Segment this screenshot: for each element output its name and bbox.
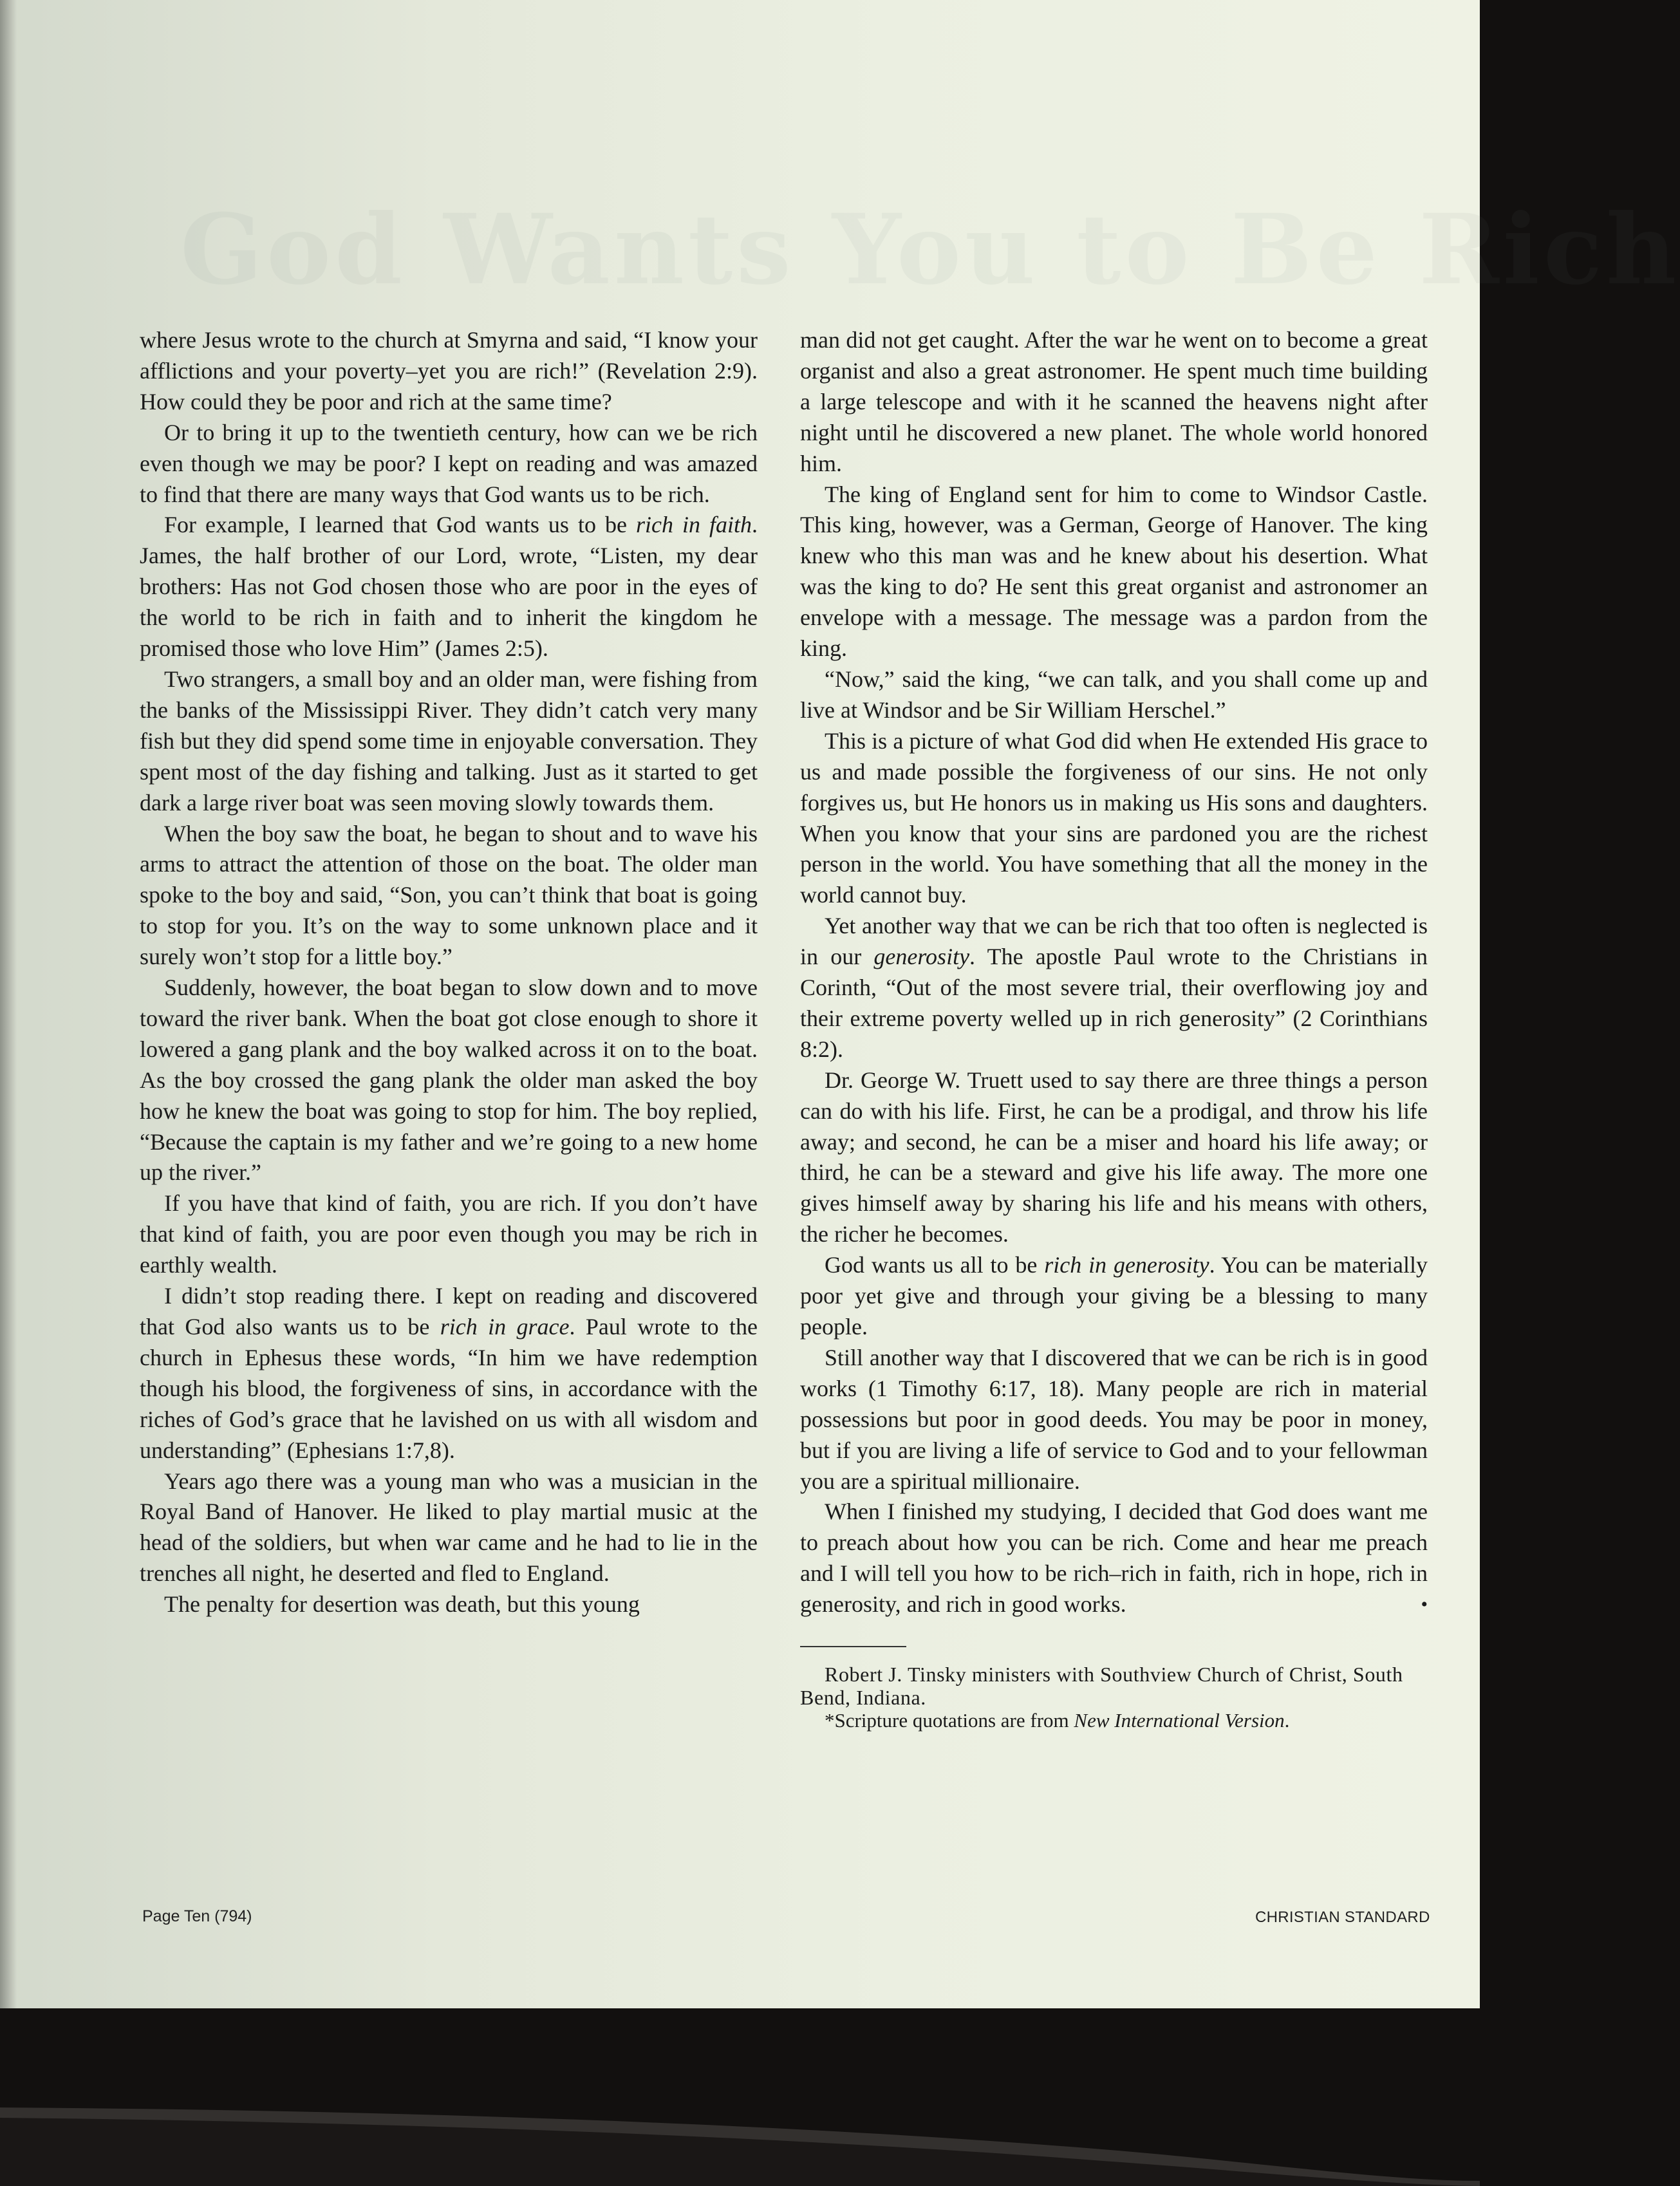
bio-divider [800,1646,906,1647]
left-column-paragraph: If you have that kind of faith, you are rich. If you don’t have that kind of faith, you are poor even though you may be rich in earthly wealth. [140,1190,758,1278]
left-column-paragraph: Two strangers, a small boy and an older man, were fishing from the banks of the Mississippi River. They didn’t catch very many fish but they did spend some time in enjoyable conversation. They spent most of the day fishing and talking. Just as it started to get dark a large river boat was seen moving slowly towards them. [140,666,758,816]
right-column-paragraph: God wants us all to be rich in generosity. You can be materially poor yet give and through your giving be a blessing to many people. [800,1252,1428,1340]
emphasis: rich in faith [635,512,752,538]
right-column-paragraph: man did not get caught. After the war he went on to become a great organist and also a great astronomer. He spent much time building a large telescope and with it he scanned the heavens night after night until he discovered a new planet. The whole world honored him. [800,327,1428,476]
right-column-paragraphs [800,325,1428,1620]
binding-shadow [0,2084,1480,2186]
left-column-paragraph: Suddenly, however, the boat began to slow down and to move toward the river bank. When the boat got close enough to shore it lowered a gang plank and the boy walked across it on to the boat. As the boy crossed the gang plank the older man asked the boy how he knew the boat was going to stop for him. The boy replied, “Because the captain is my father and we’re going to a new home up the river.” [140,975,758,1186]
page-edge-shadow [0,0,17,2008]
left-column-paragraph: When the boy saw the boat, he began to shout and to wave his arms to attract the attention of those on the boat. The older man spoke to the boy and said, “Son, you can’t think that boat is going to stop for you. It’s on the way to some unknown place and it surely won’t stop for a little boy.” [140,820,758,970]
right-column-paragraph: Still another way that I discovered that we can be rich is in good works (1 Timothy 6:17, 18). Many people are rich in material possessions but poor in good deeds. You may be poor in money, but if you are living a life of service to God and to your fellowman you are a spiritual millionaire. [800,1344,1428,1494]
right-column-paragraph: Dr. George W. Truett used to say there are three things a person can do with his life. First, he can be a prodigal, and throw his life away; and second, he can be a miser and hoard his life away; or third, he can be a steward and give his life away. The more one gives himself away by sharing his life and his means with others, the richer he becomes. [800,1067,1428,1247]
emphasis: generosity [873,944,970,970]
right-column-paragraph: “Now,” said the king, “we can talk, and you shall come up and live at Windsor and be Sir William Herschel.” [800,666,1428,723]
emphasis: rich in grace [440,1314,570,1340]
show-through-title: God Wants You to Be Rich [180,193,1680,306]
magazine-name: CHRISTIAN STANDARD [1255,1909,1430,1926]
article-column-left [140,325,758,1620]
article-column-right [800,325,1428,1732]
left-column-paragraph: where Jesus wrote to the church at Smyrna and said, “I know your afflictions and your poverty–yet you are rich!” (Revelation 2:9). How could they be poor and rich at the same time? [140,327,758,415]
emphasis: rich in generosity [1044,1252,1209,1278]
right-column-paragraph: When I finished my studying, I decided that God does want me to preach about how you can be rich. Come and hear me preach and I will tell you how to be rich–rich in faith, rich in hope, rich in generosity, and rich in good works. • [800,1497,1428,1620]
left-column-paragraph: For example, I learned that God wants us to be rich in faith. James, the half brother of our Lord, wrote, “Listen, my dear brothers: Has not God chosen those who are poor in the eyes of the world to be rich in faith and to inherit the kingdom he promised those who love Him” (James 2:5). [140,512,758,662]
right-column-paragraph: Yet another way that we can be rich that too often is neglected is in our generosity. The apostle Paul wrote to the Christians in Corinth, “Out of the most severe trial, their overflowing joy and their extreme poverty welled up in rich generosity” (2 Corinthians 8:2). [800,913,1428,1062]
left-column-paragraph: Or to bring it up to the twentieth century, how can we be rich even though we may be poor? I kept on reading and was amazed to find that there are many ways that God wants us to be rich. [140,419,758,507]
right-column-paragraph: This is a picture of what God did when He extended His grace to us and made possible the forgiveness of our sins. He not only forgives us, but He honors us in making us His sons and daughters. When you know that your sins are pardoned you are the richest person in the world. You have something that all the money in the world cannot buy. [800,727,1428,908]
left-column-paragraph: The penalty for desertion was death, but this young [164,1591,640,1618]
author-bio-text: Robert J. Tinsky ministers with Southview Church of Christ, South Bend, Indiana. [800,1663,1403,1710]
scripture-note: *Scripture quotations are from New International Version. [825,1709,1290,1732]
end-mark: • [1421,1594,1428,1616]
left-column-paragraph: Years ago there was a young man who was a musician in the Royal Band of Hanover. He liked to play martial music at the head of the soldiers, but when war came and he had to lie in the trenches all night, he deserted and fled to England. [140,1468,758,1587]
page-number: Page Ten (794) [142,1907,252,1925]
right-column-paragraph: The king of England sent for him to come to Windsor Castle. This king, however, was a German, George of Hanover. The king knew who this man was and he knew about his desertion. What was the king to do? He sent this great organist and astronomer an envelope with a message. The message was a pardon from the king. [800,481,1428,662]
author-bio [800,1646,1428,1732]
left-column-paragraph: I didn’t stop reading there. I kept on reading and discovered that God also wants us to be rich in grace. Paul wrote to the church in Ephesus these words, “In him we have redemption though his blood, the forgiveness of sins, in accordance with the riches of God’s grace that he lavished on us with all wisdom and understanding” (Ephesians 1:7,8). [140,1283,758,1463]
